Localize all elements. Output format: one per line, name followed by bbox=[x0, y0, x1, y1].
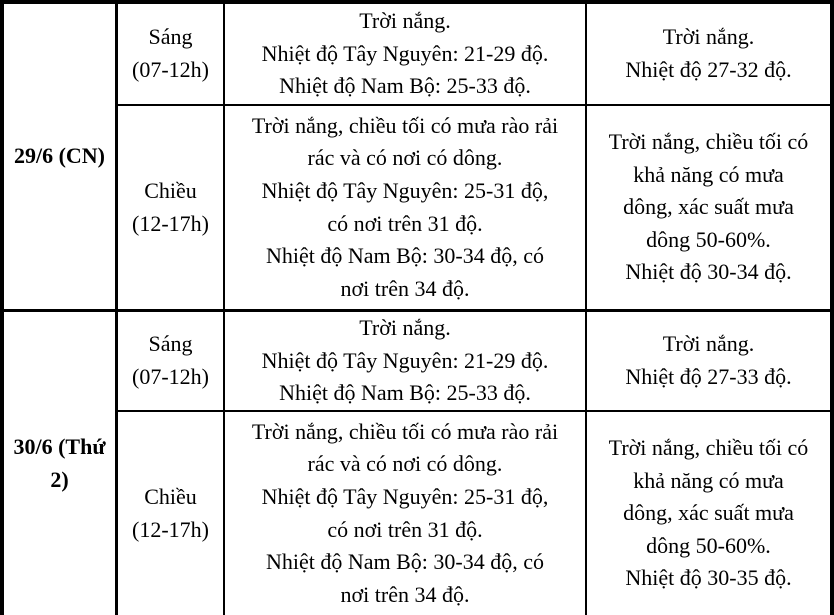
period-name: Chiều bbox=[144, 483, 197, 509]
forecast-line: Trời nắng, chiều tối có bbox=[608, 129, 809, 155]
forecast-line: Nhiệt độ 27-32 độ. bbox=[625, 57, 792, 82]
date-cell bbox=[4, 312, 115, 615]
forecast-line: khả năng có mưa bbox=[633, 467, 784, 493]
forecast-cell bbox=[225, 412, 585, 615]
forecast-cell bbox=[225, 4, 585, 104]
forecast-line: dông, xác suất mưa bbox=[623, 194, 794, 220]
forecast-line: Trời nắng. bbox=[662, 24, 755, 50]
forecast-line: Nhiệt độ 30-35 độ. bbox=[625, 565, 792, 591]
period-cell bbox=[118, 312, 223, 410]
forecast-cell bbox=[225, 106, 585, 309]
forecast-line: Trời nắng, chiều tối có bbox=[608, 435, 809, 461]
forecast-line: dông 50-60%. bbox=[646, 532, 771, 558]
forecast-line: nơi trên 34 độ. bbox=[340, 275, 470, 301]
period-hours: (07-12h) bbox=[132, 364, 209, 389]
forecast-line: dông 50-60%. bbox=[646, 226, 771, 252]
period-name: Chiều bbox=[144, 177, 197, 203]
forecast-line: Nhiệt độ 30-34 độ. bbox=[625, 259, 792, 285]
forecast-line: Trời nắng. bbox=[359, 8, 451, 34]
date-text: 30/6 (Thứ bbox=[13, 433, 106, 459]
forecast-line: Nhiệt độ Nam Bộ: 30-34 độ, có bbox=[265, 549, 544, 575]
forecast-line: Nhiệt độ Tây Nguyên: 25-31 độ, bbox=[261, 483, 549, 509]
forecast-cell bbox=[587, 4, 830, 104]
forecast-line: Trời nắng, chiều tối có mưa rào rải bbox=[251, 418, 559, 444]
period-name: Sáng bbox=[148, 24, 193, 50]
date-cell bbox=[4, 4, 115, 309]
forecast-cell bbox=[225, 312, 585, 410]
forecast-line: Nhiệt độ Tây Nguyên: 21-29 độ. bbox=[261, 40, 549, 66]
forecast-line: Nhiệt độ Nam Bộ: 25-33 độ. bbox=[279, 73, 531, 99]
forecast-line: rác và có nơi có dông. bbox=[307, 145, 503, 171]
forecast-cell bbox=[587, 312, 830, 410]
forecast-line: nơi trên 34 độ. bbox=[340, 581, 470, 607]
forecast-line: Nhiệt độ Nam Bộ: 30-34 độ, có bbox=[265, 243, 544, 269]
forecast-cell bbox=[587, 412, 830, 615]
period-cell bbox=[118, 106, 223, 309]
forecast-line: Nhiệt độ Tây Nguyên: 21-29 độ. bbox=[261, 347, 549, 373]
period-cell bbox=[118, 4, 223, 104]
forecast-line: có nơi trên 31 độ. bbox=[327, 516, 483, 542]
date-text: 29/6 (CN) bbox=[13, 143, 106, 169]
table-border-right bbox=[830, 0, 834, 615]
forecast-line: dông, xác suất mưa bbox=[623, 500, 794, 526]
forecast-line: có nơi trên 31 độ. bbox=[327, 210, 483, 236]
forecast-line: Trời nắng, chiều tối có mưa rào rải bbox=[251, 112, 559, 138]
forecast-line: Trời nắng. bbox=[359, 315, 451, 341]
period-hours: (07-12h) bbox=[132, 57, 209, 82]
forecast-line: Nhiệt độ 27-33 độ. bbox=[625, 364, 792, 389]
period-cell bbox=[118, 412, 223, 615]
forecast-line: khả năng có mưa bbox=[633, 161, 784, 187]
forecast-line: Nhiệt độ Tây Nguyên: 25-31 độ, bbox=[261, 177, 549, 203]
forecast-line: Trời nắng. bbox=[662, 331, 755, 357]
period-hours: (12-17h) bbox=[132, 516, 209, 542]
period-hours: (12-17h) bbox=[132, 210, 209, 236]
forecast-line: rác và có nơi có dông. bbox=[307, 451, 503, 477]
period-name: Sáng bbox=[148, 331, 193, 357]
forecast-cell bbox=[587, 106, 830, 309]
forecast-line: Nhiệt độ Nam Bộ: 25-33 độ. bbox=[279, 380, 531, 406]
date-text: 2) bbox=[50, 466, 69, 492]
